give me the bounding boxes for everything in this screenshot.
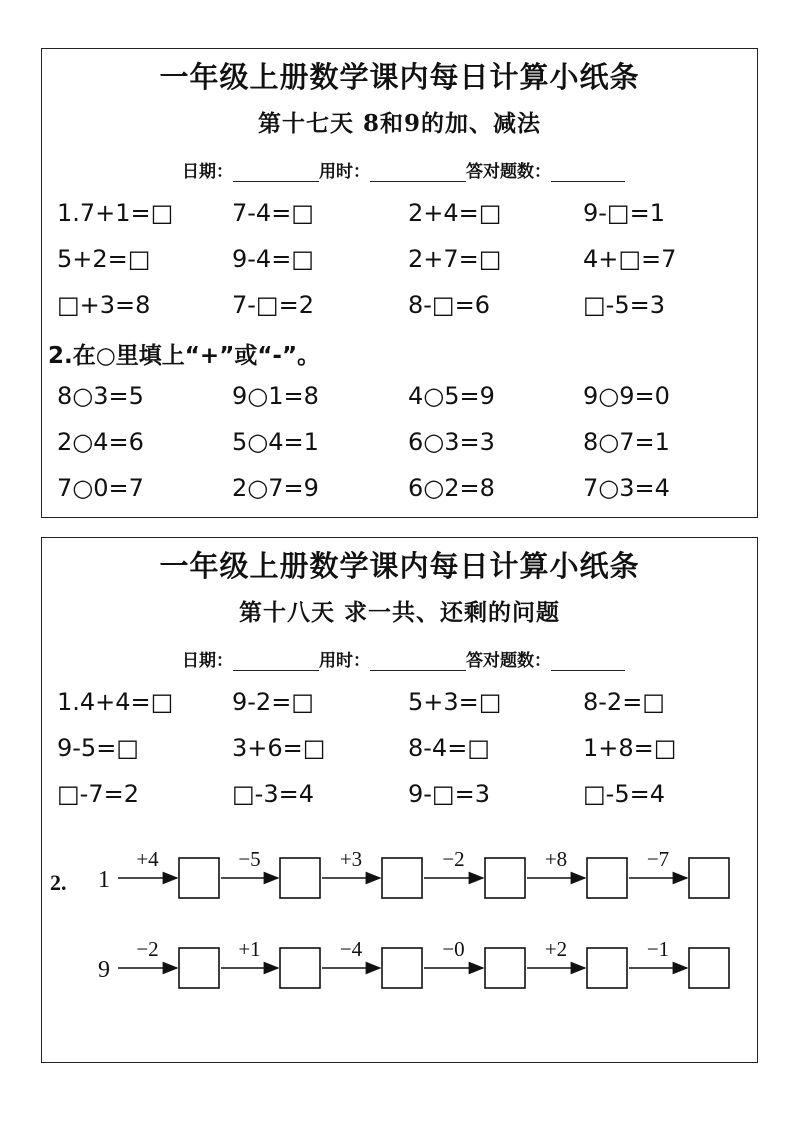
problem[interactable]: □-3=4 <box>232 780 314 808</box>
problem[interactable]: 2○4=6 <box>57 428 144 456</box>
problem[interactable]: 5+2=□ <box>57 245 151 273</box>
answer-box[interactable] <box>179 858 219 898</box>
answer-box[interactable] <box>587 858 627 898</box>
arrow-operation-label: −2 <box>136 937 159 961</box>
date-label: 日期： <box>182 162 233 182</box>
problem[interactable]: 2○7=9 <box>232 474 319 502</box>
problem[interactable]: 7○0=7 <box>57 474 144 502</box>
chain-start-number: 9 <box>98 957 110 983</box>
problem[interactable]: 7○3=4 <box>583 474 670 502</box>
answer-box[interactable] <box>280 948 320 988</box>
problem[interactable]: 5+3=□ <box>408 688 502 716</box>
chain-start-number: 1 <box>98 867 110 893</box>
question-2-label: 2. <box>50 870 67 895</box>
arrow-operation-label: +2 <box>544 937 568 961</box>
correct-count-label: 答对题数： <box>466 162 551 182</box>
problem[interactable]: 9-5=□ <box>57 734 139 762</box>
problem[interactable]: 5○4=1 <box>232 428 319 456</box>
arrow-chain-diagram <box>42 538 757 1062</box>
answer-box[interactable] <box>382 858 422 898</box>
problem[interactable]: 7-4=□ <box>232 199 314 227</box>
problem[interactable]: □-5=3 <box>583 291 665 319</box>
worksheet-title: 一年级上册数学课内每日计算小纸条 <box>159 549 640 583</box>
correct-count-blank[interactable] <box>551 163 625 182</box>
time-label: 用时： <box>319 162 370 182</box>
problem[interactable]: 9○9=0 <box>583 382 670 410</box>
problem-row <box>42 474 757 520</box>
problem-row <box>42 291 757 337</box>
problem-row <box>42 428 757 474</box>
arrow-operation-label: −4 <box>339 937 363 961</box>
problem[interactable]: 7-□=2 <box>232 291 314 319</box>
question-2-heading: 2.在○里填上“+”或“-”。 <box>48 343 321 369</box>
arrow-operation-label: +8 <box>544 847 568 871</box>
question-2-grid <box>42 382 757 520</box>
problem-row <box>42 382 757 428</box>
problem[interactable]: 1.4+4=□ <box>57 688 174 716</box>
problem[interactable]: □-5=4 <box>583 780 665 808</box>
problem[interactable]: 4+□=7 <box>583 245 677 273</box>
arrow-operation-label: −7 <box>646 847 670 871</box>
problem[interactable]: 8-2=□ <box>583 688 665 716</box>
problem[interactable]: 1.7+1=□ <box>57 199 174 227</box>
answer-box[interactable] <box>587 948 627 988</box>
answer-box[interactable] <box>689 948 729 988</box>
problem[interactable]: □-7=2 <box>57 780 139 808</box>
problem[interactable]: 2+4=□ <box>408 199 502 227</box>
problem[interactable]: 1+8=□ <box>583 734 677 762</box>
problem[interactable]: □+3=8 <box>57 291 151 319</box>
arrow-operation-label: −0 <box>442 937 465 961</box>
problem[interactable]: 2+7=□ <box>408 245 502 273</box>
problem[interactable]: 6○2=8 <box>408 474 495 502</box>
worksheet-title: 一年级上册数学课内每日计算小纸条 <box>159 60 640 94</box>
worksheet-day-17 <box>41 48 758 518</box>
info-row <box>182 157 625 182</box>
arrow-operation-label: +4 <box>136 847 159 871</box>
answer-box[interactable] <box>485 858 525 898</box>
problem[interactable]: 8-□=6 <box>408 291 490 319</box>
question-1-grid <box>42 199 757 337</box>
worksheet-day-18 <box>41 537 758 1063</box>
problem[interactable]: 4○5=9 <box>408 382 495 410</box>
worksheet-subtitle: 第十八天 求一共、还剩的问题 <box>238 599 560 626</box>
problem[interactable]: 8○7=1 <box>583 428 670 456</box>
arrow-operation-label: −5 <box>238 847 261 871</box>
problem[interactable]: 8-4=□ <box>408 734 490 762</box>
problem[interactable]: 9-2=□ <box>232 688 314 716</box>
problem[interactable]: 9-4=□ <box>232 245 314 273</box>
time-label: 用时： <box>319 651 370 671</box>
date-label: 日期： <box>182 651 233 671</box>
problem[interactable]: 9-□=1 <box>583 199 665 227</box>
arrow-operation-label: −2 <box>442 847 465 871</box>
answer-box[interactable] <box>280 858 320 898</box>
answer-box[interactable] <box>179 948 219 988</box>
problem[interactable]: 3+6=□ <box>232 734 326 762</box>
arrow-operation-label: +1 <box>238 937 261 961</box>
problem[interactable]: 9-□=3 <box>408 780 490 808</box>
answer-box[interactable] <box>382 948 422 988</box>
answer-box[interactable] <box>689 858 729 898</box>
problem[interactable]: 6○3=3 <box>408 428 495 456</box>
problem[interactable]: 8○3=5 <box>57 382 144 410</box>
arrow-operation-label: −1 <box>646 937 670 961</box>
problem-row <box>42 199 757 245</box>
answer-box[interactable] <box>485 948 525 988</box>
date-blank[interactable] <box>233 163 319 182</box>
time-blank[interactable] <box>370 163 466 182</box>
correct-count-label: 答对题数： <box>466 651 551 671</box>
problem[interactable]: 9○1=8 <box>232 382 319 410</box>
worksheet-subtitle: 第十七天 8和9的加、减法 <box>257 110 541 137</box>
arrow-operation-label: +3 <box>339 847 363 871</box>
problem-row <box>42 245 757 291</box>
